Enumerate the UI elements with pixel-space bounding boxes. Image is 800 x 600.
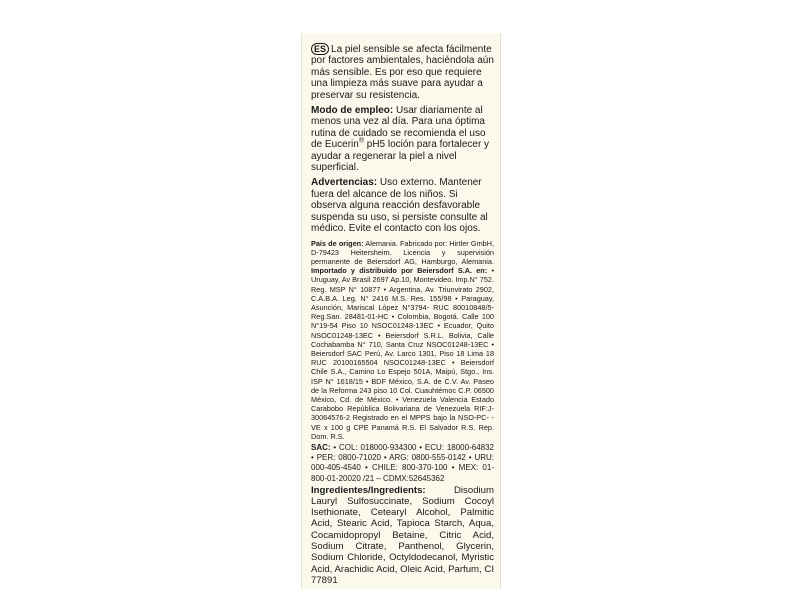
usage-text: Usar diariamente al menos una vez al día. Para una óptima rutina de cuidado se recomienda el uso de Eucerin	[311, 105, 486, 151]
importer-label: Importado y distribuido por Beiersdorf S.A. en:	[311, 266, 488, 276]
ingredients-label: Ingredientes/Ingredients:	[311, 484, 426, 496]
warnings-section	[311, 177, 494, 234]
origin-text: Alemania. Fabricado por: Hirtler GmbH, D-79423 Heitersheim. Licencia y supervisión permanente de Beiersdorf AG, Hamburgo, Alemania.	[311, 238, 495, 266]
language-badge: ES	[311, 43, 329, 55]
description-text: La piel sensible se afecta fácilmente por factores ambientales, haciéndola aún más sensible. Es por eso que requiere una limpieza más suave para ayudar a preservar su resistencia.	[311, 44, 494, 101]
product-label-panel	[301, 33, 501, 589]
registered-mark: ®	[358, 137, 364, 145]
spanish-description	[311, 43, 494, 101]
customer-service-section	[311, 443, 494, 484]
origin-label: País de origen:	[311, 238, 364, 248]
ingredients-text: Disodium Lauryl Sulfosuccinate, Sodium Cocoyl Isethionate, Cetearyl Alcohol, Palmitic Acid, Stearic Acid, Tapioca Starch, Aqua, Cocamidopropyl Betaine, Citric Acid, Sodium Citrate, Panthenol, Glycerin, Sodium Chloride, Octyldodecanol, Myristic Acid, Arachidic Acid, Oleic Acid, Parfum, CI 77891	[311, 484, 494, 586]
sac-label: SAC:	[311, 442, 331, 452]
sac-text: • COL: 018000-934300 • ECU: 18000-64832 • PER: 0800-71020 • ARG: 0800-555-0142 • URU: 000-405-4540 • CHILE: 800-370-100 • MEX: 01-800-01-20020 /21 – CDMX:52645362	[311, 442, 494, 483]
warnings-label: Advertencias:	[311, 177, 378, 189]
usage-text-continued: pH5 loción para fortalecer y ayudar a regenerar la piel a nivel superficial.	[311, 139, 490, 174]
usage-label: Modo de empleo:	[311, 105, 394, 117]
origin-section	[311, 239, 494, 441]
importer-text: • Uruguay, Av Brasil 2697 Ap.10, Montevideo. Imp.N° 752. Reg. MSP N° 10877 • Argentina, Av. Triunvirato 2902, C.A.B.A. Leg. N° 2416 M.S. Res. 155/98 • Paraguay, Asunción, Mariscal López N°3794- RUC 80010848/5-Reg.San. 28481-01-HC • Colombia, Bogotá. Calle 100 N°19-54 Piso 10 NSOC01248-13EC • Ecuador, Quito NSOC01248-13EC • Beiersdorf S.R.L. Bolivia, Calle Cochabamba N° 710, Santa Cruz NSOC01248-13EC • Beiersdorf SAC Perú, Av. Larco 1301, Piso 18 Lima 18 RUC 20100165504 NSOC01248-13EC • Beiersdorf Chile S.A., Camino Lo Espejo 501A, Maipú, Stgo., Ins. ISP N° 1618/15 • BDF México, S.A. de C.V. Av. Paseo de la Reforma 243 piso 10 Col. Cuauhtémoc C.P. 06500 México, Cd. de México. • Venezuela Valencia Estado Carabobo República Bolivariana de Venezuela RIF:J-30064576-2 Registrado en el MPPS bajo la NSO-PC- -VE x 100 g CPE Panamá R.S. El Salvador R.S. Rep. Dom. R.S.	[311, 266, 494, 441]
ingredients-section	[311, 485, 494, 587]
usage-section	[311, 105, 494, 173]
warnings-text: Uso externo. Mantener fuera del alcance de los niños. Si observa alguna reacción desfavorable suspenda su uso, si persiste consulte al médico. Evite el contacto con los ojos.	[311, 177, 488, 235]
